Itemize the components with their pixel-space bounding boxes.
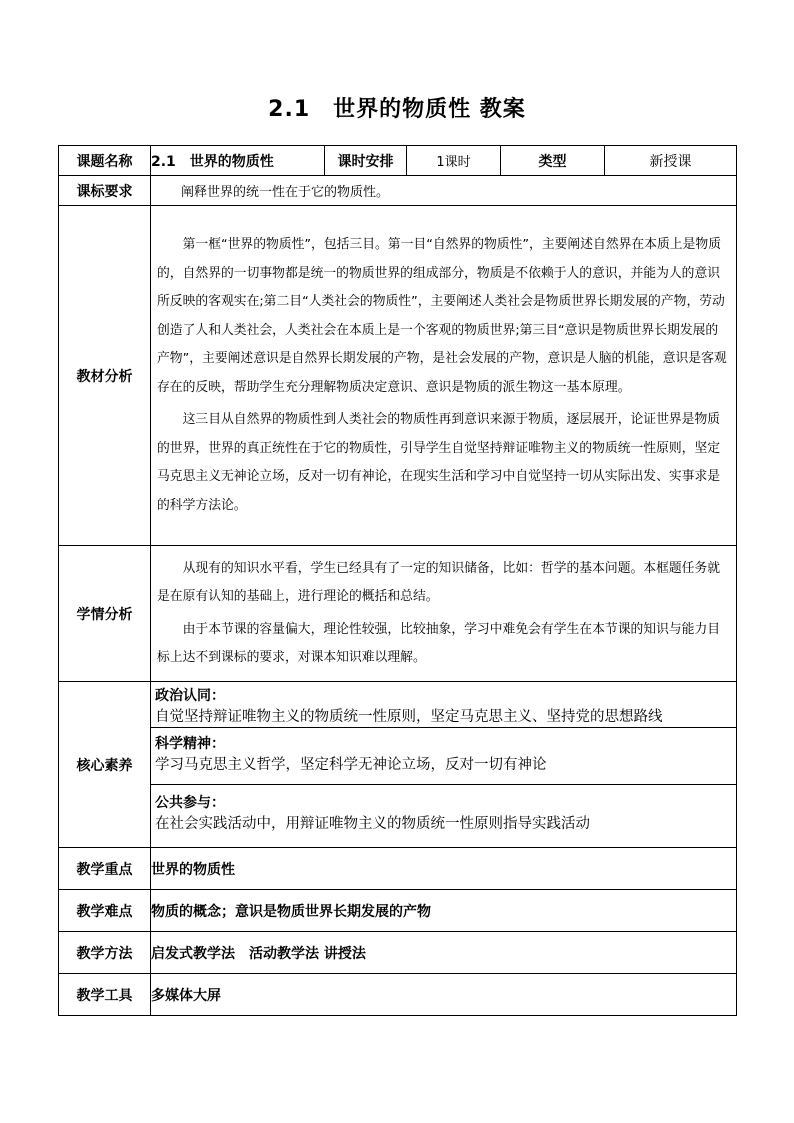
difficulty-row bbox=[59, 890, 737, 932]
lesson-plan-table bbox=[58, 145, 737, 1016]
textbook-paragraph: 第一框“世界的物质性”，包括三目。第一目“自然界的物质性”，主要阐述自然界在本质上是物质的，自然界的一切事物都是统一的物质世界的组成部分，物质是不依赖于人的意识，并能为人的意识所反映的客观实在;第二目“人类社会的物质性”，主要阐述人类社会是物质世界长期发展的产物，劳动创造了人和人类社会，人类社会在本质上是一个客观的物质世界;第三目“意识是物质世界长期发展的产物”，主要阐述意识是自然界长期发展的产物，是社会发展的产物，意识是人脑的机能，意识是客观存在的反映，帮助学生充分理解物质决定意识、意识是物质的派生物这一基本原理。 bbox=[157, 237, 727, 395]
tools-row bbox=[59, 974, 737, 1016]
difficulty-label: 教学难点 bbox=[59, 890, 151, 932]
textbook-row bbox=[59, 206, 737, 546]
page-title: 2.1 世界的物质性 教案 bbox=[268, 97, 526, 122]
literacy-label: 核心素养 bbox=[59, 682, 151, 848]
literacy-item bbox=[151, 682, 736, 728]
students-paragraph: 由于本节课的容量偏大，理论性较强，比较抽象，学习中难免会有学生在本节课的知识与能力目标上达不到课标的要求，对课本知识难以理解。 bbox=[157, 621, 721, 665]
methods-value: 启发式教学法 活动教学法 讲授法 bbox=[151, 932, 737, 974]
course-row bbox=[59, 146, 737, 176]
literacy-heading: 政治认同： bbox=[155, 688, 225, 704]
methods-label: 教学方法 bbox=[59, 932, 151, 974]
methods-row bbox=[59, 932, 737, 974]
literacy-text: 学习马克思主义哲学，坚定科学无神论立场，反对一切有神论 bbox=[155, 757, 547, 773]
focus-row bbox=[59, 848, 737, 890]
standard-value: 阐释世界的统一性在于它的物质性。 bbox=[151, 176, 737, 206]
type-value: 新授课 bbox=[605, 146, 737, 176]
difficulty-value: 物质的概念；意识是物质世界长期发展的产物 bbox=[151, 890, 737, 932]
literacy-text: 自觉坚持辩证唯物主义的物质统一性原则，坚定马克思主义、坚持党的思想路线 bbox=[155, 709, 663, 725]
tools-value: 多媒体大屏 bbox=[151, 974, 737, 1016]
students-paragraph: 从现有的知识水平看，学生已经具有了一定的知识储备，比如：哲学的基本问题。本框题任务就是在原有认知的基础上，进行理论的概括和总结。 bbox=[157, 560, 721, 604]
course-name-value: 2.1 世界的物质性 bbox=[151, 146, 325, 176]
focus-value: 世界的物质性 bbox=[151, 848, 737, 890]
standard-row bbox=[59, 176, 737, 206]
students-row bbox=[59, 546, 737, 682]
students-label: 学情分析 bbox=[59, 546, 151, 682]
course-name-label: 课题名称 bbox=[59, 146, 151, 176]
literacy-heading: 科学精神： bbox=[155, 736, 225, 752]
textbook-label: 教材分析 bbox=[59, 206, 151, 546]
literacy-text: 在社会实践活动中，用辩证唯物主义的物质统一性原则指导实践活动 bbox=[155, 816, 590, 832]
tools-label: 教学工具 bbox=[59, 974, 151, 1016]
literacy-heading: 公共参与： bbox=[155, 795, 225, 811]
literacy-item bbox=[151, 728, 736, 785]
focus-label: 教学重点 bbox=[59, 848, 151, 890]
students-content bbox=[151, 546, 737, 682]
schedule-value: 1课时 bbox=[407, 146, 501, 176]
textbook-paragraph: 这三目从自然界的物质性到人类社会的物质性再到意识来源于物质，逐层展开，论证世界是物质的世界，世界的真正统性在于它的物质性，引导学生自觉坚持辩证唯物主义的物质统一性原则，坚定马克思主义无神论立场，反对一切有神论，在现实生活和学习中自觉坚持一切从实际出发、实事求是的科学方法论。 bbox=[157, 412, 721, 513]
literacy-item bbox=[151, 785, 736, 845]
literacy-row bbox=[59, 682, 737, 848]
textbook-content bbox=[151, 206, 737, 546]
literacy-content bbox=[151, 682, 737, 848]
type-label: 类型 bbox=[501, 146, 605, 176]
schedule-label: 课时安排 bbox=[325, 146, 407, 176]
standard-label: 课标要求 bbox=[59, 176, 151, 206]
